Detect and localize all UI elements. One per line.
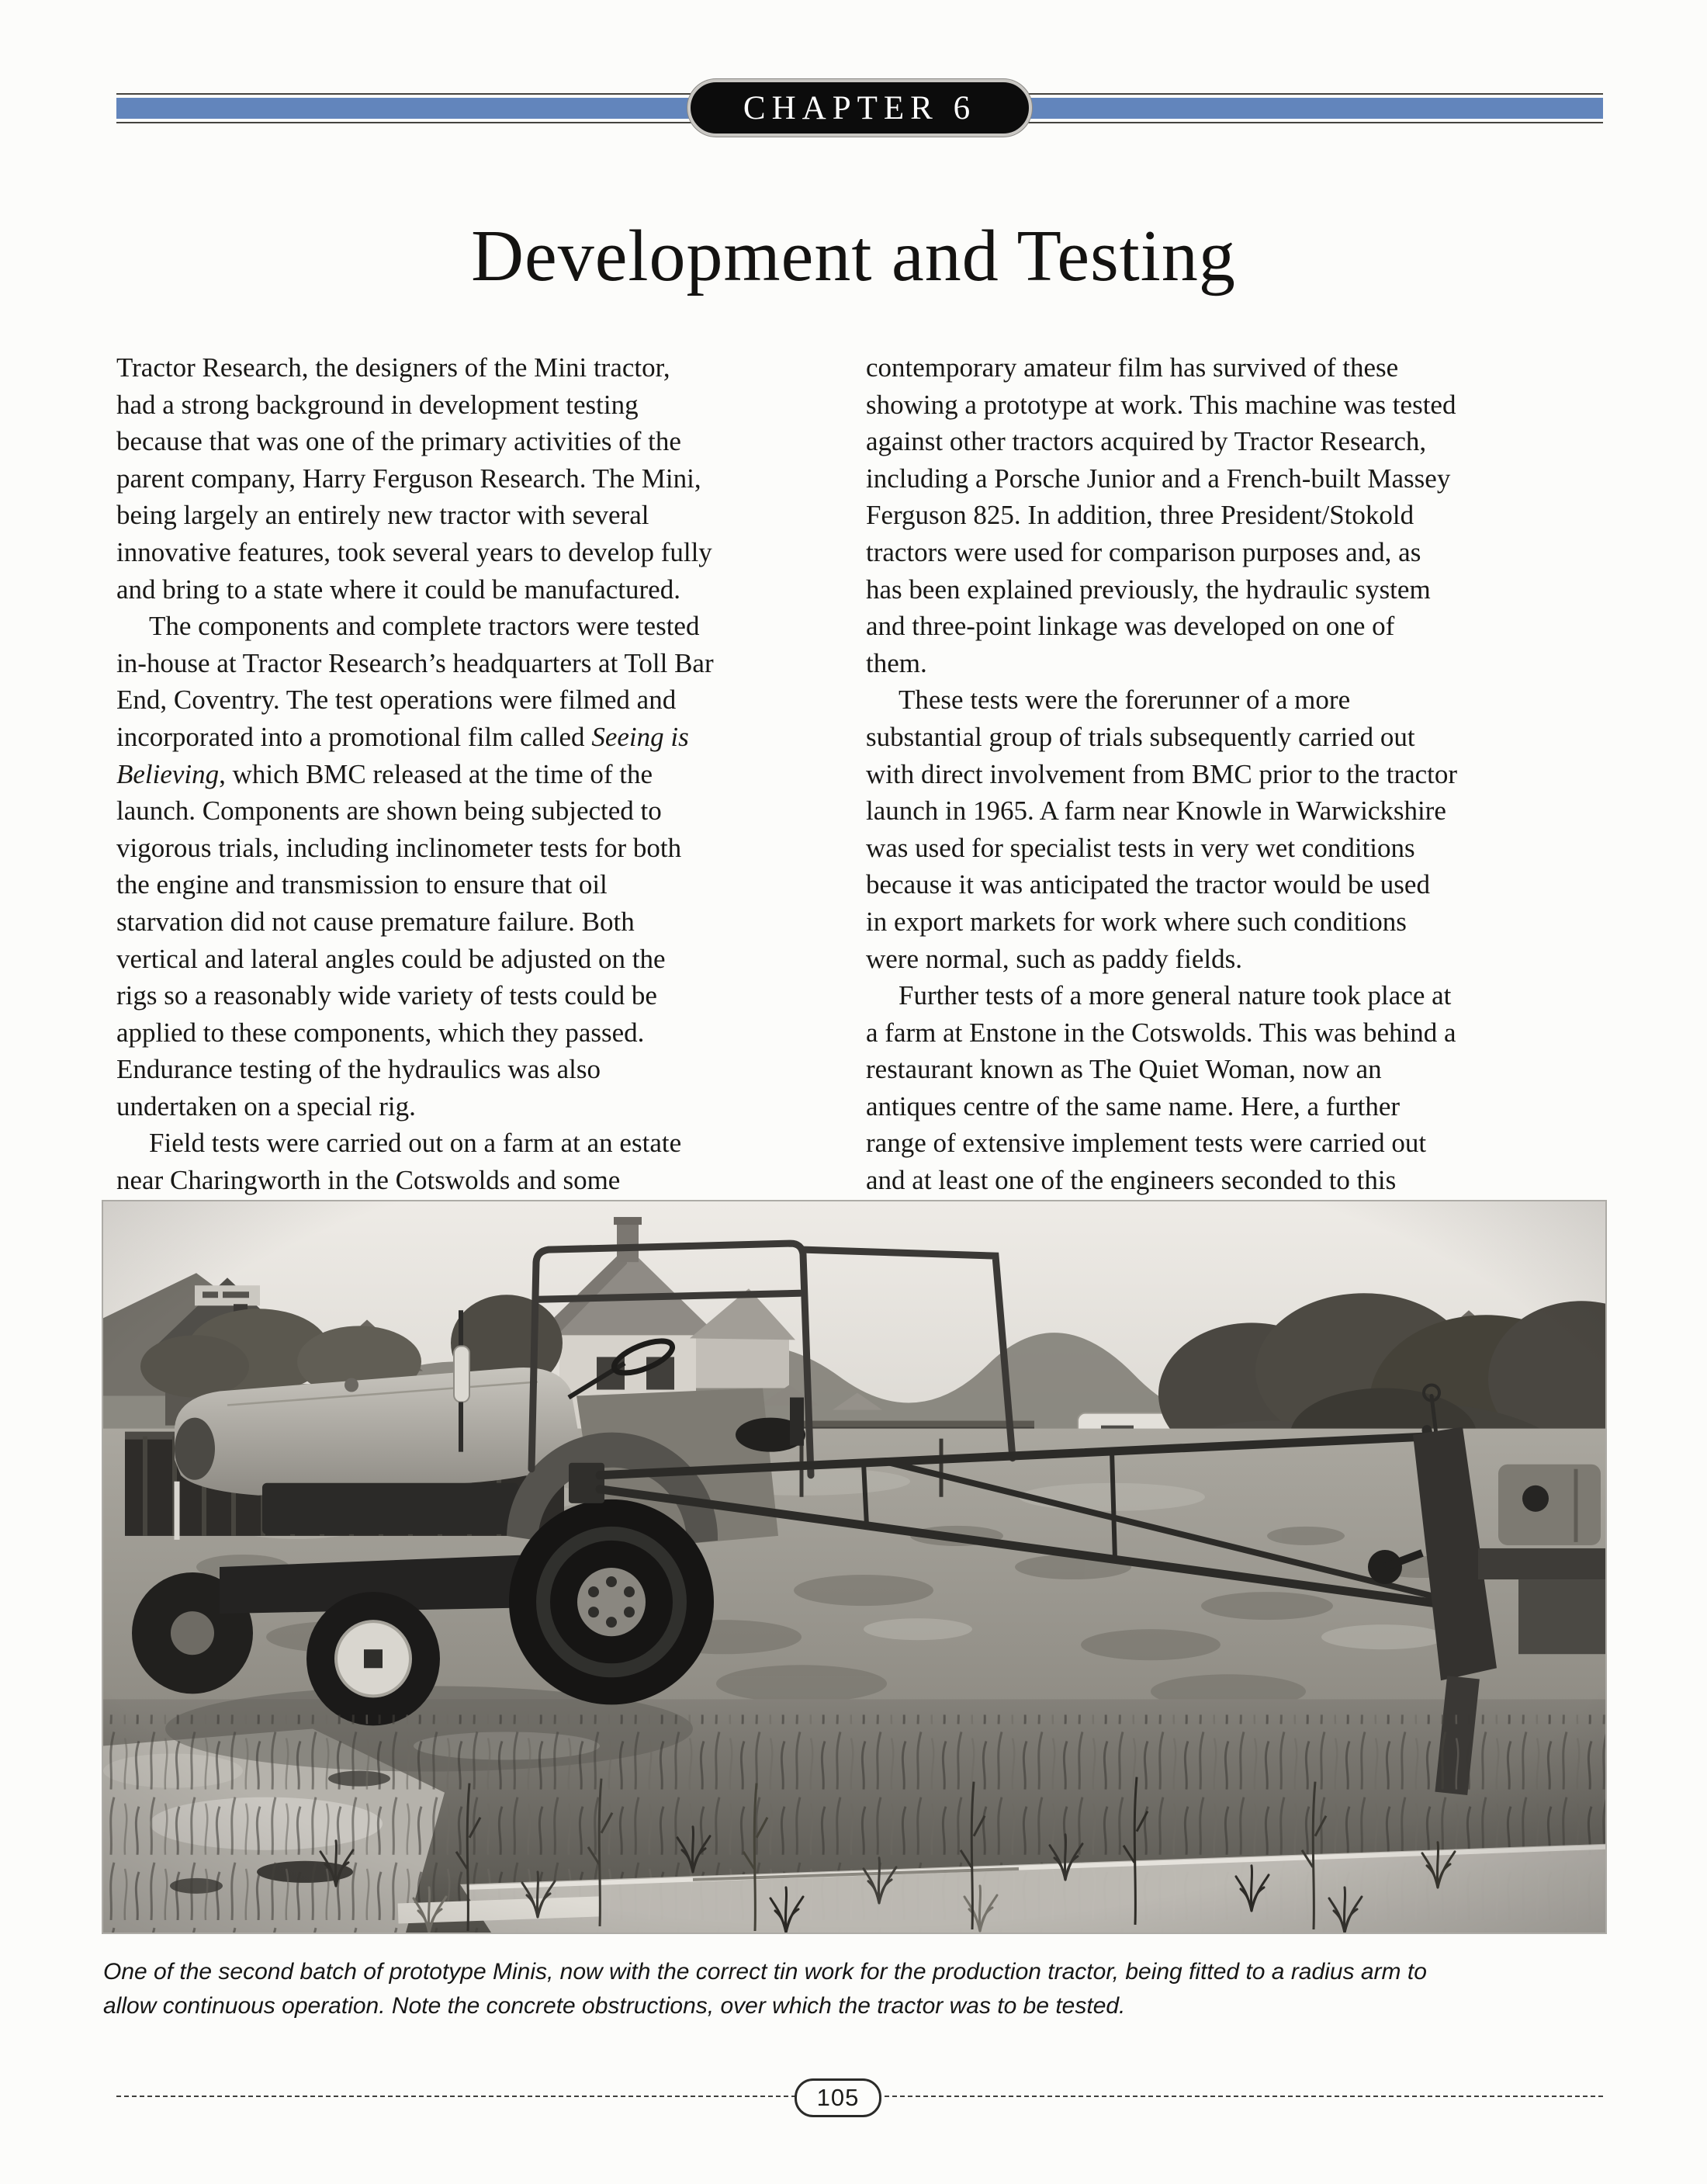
text-line: including a Porsche Junior and a French-built Massey (866, 463, 1451, 494)
body-column-left (116, 349, 846, 1199)
text-line: One of the second batch of prototype Minis, now with the correct tin work for the production tractor, being fitted to a radius arm to (103, 1959, 1427, 1985)
text-line: and three-point linkage was developed on one of (866, 611, 1395, 642)
page-title: Development and Testing (471, 216, 1236, 296)
text-line: and bring to a state where it could be manufactured. (116, 574, 680, 605)
text-line: undertaken on a special rig. (116, 1090, 416, 1121)
text-line: against other tractors acquired by Tractor Research, (866, 426, 1427, 457)
body-column-right (866, 349, 1603, 1199)
text-line: launch in 1965. A farm near Knowle in Warwickshire (866, 796, 1446, 827)
text-line: applied to these components, which they passed. (116, 1017, 645, 1048)
text-line: had a strong background in development testing (116, 389, 639, 420)
text-line: them. (866, 647, 927, 678)
text-line: in-house at Tractor Research’s headquarters at Toll Bar (116, 647, 714, 678)
text-line: innovative features, took several years to develop fully (116, 536, 712, 567)
text-line: The components and complete tractors were tested (149, 611, 700, 642)
text-line: vigorous trials, including inclinometer tests for both (116, 832, 682, 863)
text-line: Tractor Research, the designers of the Mini tractor, (116, 352, 670, 383)
text-line: Endurance testing of the hydraulics was also (116, 1054, 601, 1085)
text-line: because that was one of the primary activities of the (116, 426, 681, 457)
text-line: incorporated into a promotional film called Seeing is (116, 721, 689, 752)
text-line: range of extensive implement tests were carried out (866, 1128, 1427, 1159)
text-line: and at least one of the engineers seconded to this (866, 1165, 1397, 1196)
text-line: a farm at Enstone in the Cotswolds. This was behind a (866, 1017, 1456, 1048)
text-line: Believing, which BMC released at the time of the (116, 758, 653, 789)
text-line: substantial group of trials subsequently carried out (866, 721, 1415, 752)
text-line: near Charingworth in the Cotswolds and some (116, 1165, 621, 1196)
tractor-photograph (102, 1200, 1607, 1934)
text-line: because it was anticipated the tractor would be used (866, 869, 1430, 900)
text-line: restaurant known as The Quiet Woman, now an (866, 1054, 1382, 1085)
chapter-header-rule (116, 89, 1603, 127)
text-line: showing a prototype at work. This machine was tested (866, 389, 1456, 420)
text-line: in export markets for work where such conditions (866, 906, 1407, 937)
text-line: Field tests were carried out on a farm at an estate (149, 1128, 682, 1159)
text-line: These tests were the forerunner of a more (899, 685, 1351, 716)
text-line: has been explained previously, the hydraulic system (866, 574, 1431, 605)
text-line: being largely an entirely new tractor with several (116, 500, 649, 531)
text-line: contemporary amateur film has survived of these (866, 352, 1399, 383)
text-line: tractors were used for comparison purposes and, as (866, 536, 1421, 567)
text-line: parent company, Harry Ferguson Research. The Mini, (116, 463, 701, 494)
text-line: launch. Components are shown being subjected to (116, 796, 662, 827)
text-line: End, Coventry. The test operations were filmed and (116, 685, 677, 716)
text-line: antiques centre of the same name. Here, a further (866, 1090, 1401, 1121)
text-line: Ferguson 825. In addition, three President/Stokold (866, 500, 1414, 531)
page-number: 105 (816, 2084, 860, 2111)
photo-illustration (103, 1201, 1605, 1933)
text-line: the engine and transmission to ensure that oil (116, 869, 608, 900)
chapter-capsule (687, 79, 1032, 137)
photo-caption (103, 1955, 1624, 2023)
text-line: allow continuous operation. Note the concrete obstructions, over which the tractor was to be tested. (103, 1993, 1126, 2019)
text-line: starvation did not cause premature failure. Both (116, 906, 635, 937)
text-line: Further tests of a more general nature took place at (899, 980, 1452, 1011)
text-line: vertical and lateral angles could be adjusted on the (116, 943, 666, 974)
page-number-pill (795, 2078, 881, 2117)
chapter-label: CHAPTER 6 (743, 89, 977, 127)
text-line: were normal, such as paddy fields. (866, 943, 1242, 974)
text-line: with direct involvement from BMC prior to the tractor (866, 758, 1458, 789)
text-line: rigs so a reasonably wide variety of tests could be (116, 980, 657, 1011)
text-line: was used for specialist tests in very wet conditions (866, 832, 1415, 863)
